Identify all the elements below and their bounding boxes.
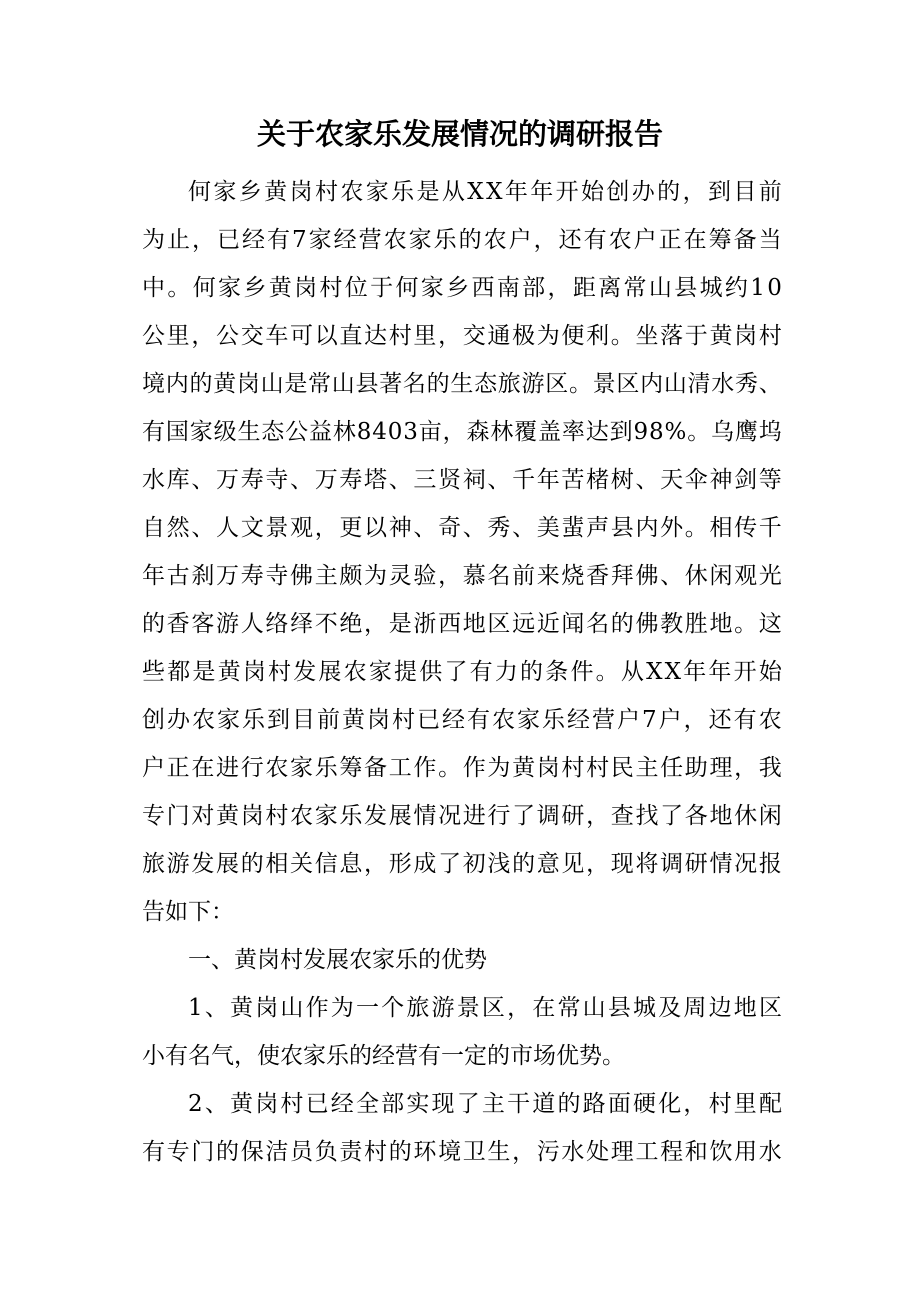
paragraph-1-line-1: 何 家 乡 黄 岗 村 农 家 乐 是 从 X X 年 年 开 始 创 办 的 ， 到 目 前 xyxy=(188,179,782,205)
paragraph-1-line-8: 自 然 、 人 文 景 观 ， 更 以 神 、 奇 、 秀 、 美 蜚 声 县 内 外 。 相 传 千 xyxy=(142,515,782,541)
paragraph-1-line-2: 为 止 ， 已 经 有 7 家 经 营 农 家 乐 的 农 户 ， 还 有 农 户 正 在 筹 备 当 xyxy=(142,227,782,253)
paragraph-1-line-5: 境 内 的 黄 岗 山 是 常 山 县 著 名 的 生 态 旅 游 区 。 景 区 内 山 清 水 秀 、 xyxy=(142,371,782,397)
paragraph-1-line-10: 的 香 客 游 人 络 绎 不 绝 ， 是 浙 西 地 区 远 近 闻 名 的 佛 教 胜 地 。 这 xyxy=(142,611,782,637)
paragraph-1-line-15: 旅 游 发 展 的 相 关 信 息 ， 形 成 了 初 浅 的 意 见 ， 现 将 调 研 情 况 报 xyxy=(142,851,782,877)
item-1-line-1: 1 、 黄 岗 山 作 为 一 个 旅 游 景 区 ， 在 常 山 县 城 及 周 边 地 区 xyxy=(188,995,782,1021)
item-1-line-2: 小有名气，使农家乐的经营有一定的市场优势。 xyxy=(142,1043,625,1069)
paragraph-1-line-6: 有 国 家 级 生 态 公 益 林 8 4 0 3 亩 ， 森 林 覆 盖 率 达 到 9 8 % 。 乌 鹰 坞 xyxy=(142,419,782,445)
paragraph-1-line-9: 年 古 刹 万 寿 寺 佛 主 颇 为 灵 验 ， 慕 名 前 来 烧 香 拜 佛 、 休 闲 观 光 xyxy=(142,563,782,589)
paragraph-1-line-14: 专 门 对 黄 岗 村 农 家 乐 发 展 情 况 进 行 了 调 研 ， 查 找 了 各 地 休 闲 xyxy=(142,803,782,829)
section-heading-advantages: 一、黄岗村发展农家乐的优势 xyxy=(188,947,487,973)
document-body xyxy=(142,168,782,1176)
paragraph-1-line-3: 中 。 何 家 乡 黄 岗 村 位 于 何 家 乡 西 南 部 ， 距 离 常 山 县 城 约 1 0 xyxy=(142,275,782,301)
paragraph-1-line-16: 告如下： xyxy=(142,899,234,925)
paragraph-1-line-11: 些 都 是 黄 岗 村 发 展 农 家 提 供 了 有 力 的 条 件 。 从 X X 年 年 开 始 xyxy=(142,659,782,685)
item-2-line-1: 2 、 黄 岗 村 已 经 全 部 实 现 了 主 干 道 的 路 面 硬 化 ， 村 里 配 xyxy=(188,1091,782,1117)
paragraph-1-line-12: 创 办 农 家 乐 到 目 前 黄 岗 村 已 经 有 农 家 乐 经 营 户 7 户 ， 还 有 农 xyxy=(142,707,782,733)
paragraph-1-line-13: 户 正 在 进 行 农 家 乐 筹 备 工 作 。 作 为 黄 岗 村 村 民 主 任 助 理 ， 我 xyxy=(142,755,782,781)
paragraph-1-line-4: 公 里 ， 公 交 车 可 以 直 达 村 里 ， 交 通 极 为 便 利 。 坐 落 于 黄 岗 村 xyxy=(142,323,782,349)
item-2-line-2: 有 专 门 的 保 洁 员 负 责 村 的 环 境 卫 生 ， 污 水 处 理 工 程 和 饮 用 水 xyxy=(142,1139,782,1165)
paragraph-1-line-7: 水 库 、 万 寿 寺 、 万 寿 塔 、 三 贤 祠 、 千 年 苦 楮 树 、 天 伞 神 剑 等 xyxy=(142,467,782,493)
document-title: 关于农家乐发展情况的调研报告 xyxy=(256,117,663,151)
